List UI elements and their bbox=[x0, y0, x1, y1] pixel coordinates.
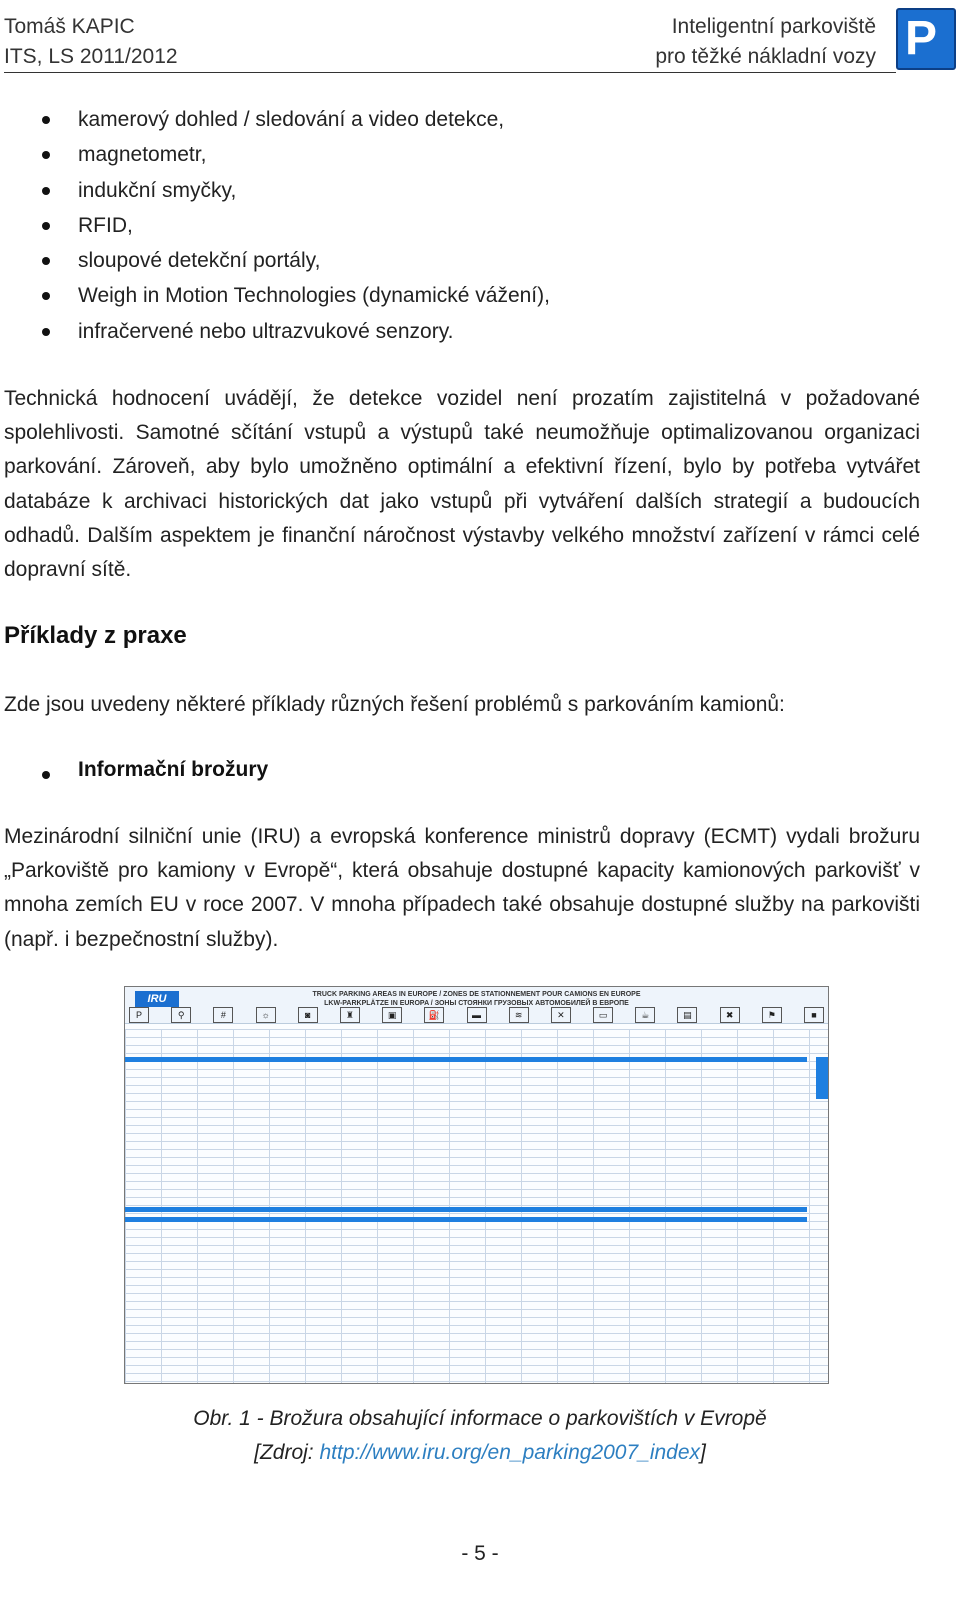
parking-logo-icon bbox=[896, 8, 956, 70]
header-author: Tomáš KAPIC bbox=[4, 15, 135, 38]
brochure-title bbox=[245, 990, 708, 1008]
security-icon: ⚲ bbox=[171, 1007, 191, 1023]
list-item: RFID, bbox=[42, 208, 550, 243]
restaurant-icon: ✕ bbox=[551, 1007, 571, 1023]
header-title-line1: Inteligentní parkoviště bbox=[671, 15, 876, 38]
list-item: infračervené nebo ultrazvukové senzory. bbox=[42, 314, 550, 349]
repair-icon: ✖ bbox=[720, 1007, 740, 1023]
shower-icon: ≋ bbox=[509, 1007, 529, 1023]
source-link[interactable]: http://www.iru.org/en_parking2007_index bbox=[319, 1441, 701, 1464]
paragraph-iru: Mezinárodní silniční unie (IRU) a evropská konference ministrů dopravy (ECMT) vydali brožuru „Parkoviště pro kamiony v Evropě“, která obsahuje dostupné kapacity kamionových parkovišť v mnoha zemích EU v roce 2007. V mnoha případech také obsahuje dostupné služby na parkovišti (např. i bezpečnostní služby). bbox=[4, 825, 920, 951]
parking-icon: P bbox=[129, 1007, 149, 1023]
country-band bbox=[125, 1057, 807, 1062]
bus-icon: ▤ bbox=[677, 1007, 697, 1023]
camera-icon: ◙ bbox=[298, 1007, 318, 1023]
list-item: Weigh in Motion Technologies (dynamické vážení), bbox=[42, 278, 550, 313]
bed-icon: ▭ bbox=[593, 1007, 613, 1023]
detection-methods-list bbox=[42, 102, 550, 349]
light-icon: ☼ bbox=[256, 1007, 276, 1023]
fuel-icon: ⛽ bbox=[424, 1007, 444, 1023]
paragraph-intro: Zde jsou uvedeny některé příklady různých řešení problémů s parkováním kamionů: bbox=[4, 693, 785, 716]
brochure-bullet: Informační brožury bbox=[42, 758, 268, 782]
header-left bbox=[4, 12, 178, 72]
guard-icon: ♜ bbox=[340, 1007, 360, 1023]
page-number: - 5 - bbox=[461, 1542, 499, 1565]
header-divider bbox=[4, 72, 896, 73]
caption-line: Obr. 1 - Brožura obsahující informace o parkovištích v Evropě bbox=[193, 1407, 767, 1430]
header-title-line2: pro těžké nákladní vozy bbox=[655, 45, 876, 68]
list-item: indukční smyčky, bbox=[42, 173, 550, 208]
lorry-icon: ■ bbox=[804, 1007, 824, 1023]
side-tab bbox=[816, 1057, 828, 1099]
video-icon: ▣ bbox=[382, 1007, 402, 1023]
iru-logo: IRU bbox=[135, 991, 179, 1007]
source-prefix: [Zdroj: bbox=[254, 1441, 320, 1464]
brochure-image bbox=[124, 986, 829, 1384]
flag-icon: ⚑ bbox=[762, 1007, 782, 1023]
cafe-icon: ☕ bbox=[635, 1007, 655, 1023]
list-item: kamerový dohled / sledování a video detekce, bbox=[42, 102, 550, 137]
country-band bbox=[125, 1217, 807, 1222]
brochure-title-line2: LKW-PARKPLÄTZE IN EUROPA / ЗОНЫ СТОЯНКИ ГРУЗОВЫХ АВТОМОБИЛЕЙ В ЕВРОПЕ bbox=[324, 1000, 629, 1007]
section-heading: Příklady z praxe bbox=[4, 622, 187, 649]
source-suffix: ] bbox=[700, 1441, 706, 1464]
caption-source bbox=[0, 1436, 960, 1470]
logo-letter: P bbox=[905, 12, 938, 65]
header-course: ITS, LS 2011/2012 bbox=[4, 45, 178, 68]
truck-icon: ▬ bbox=[467, 1007, 487, 1023]
list-item: sloupové detekční portály, bbox=[42, 243, 550, 278]
paragraph-evaluation: Technická hodnocení uvádějí, že detekce vozidel není prozatím zajistitelná v požadované spolehlivosti. Samotné sčítání vstupů a výstupů také neumožňuje optimalizovanou organizaci parkování. Zároveň, aby bylo umožněno optimální a efektivní řízení, bylo by potřeba vytvářet databáze k archivaci historických dat jako vstupů při vytváření dalších strategií a budoucích odhadů. Dalším aspektem je finanční náročnost výstavby velkého množství zařízení v rámci celé dopravní sítě. bbox=[4, 387, 920, 582]
list-item: magnetometr, bbox=[42, 137, 550, 172]
brochure-title-line1: TRUCK PARKING AREAS IN EUROPE / ZONES DE STATIONNEMENT POUR CAMIONS EN EUROPE bbox=[312, 991, 641, 998]
header-right bbox=[655, 12, 876, 72]
service-icons-row bbox=[129, 1007, 824, 1027]
brochure-table-grid bbox=[125, 1029, 828, 1383]
page-header bbox=[4, 8, 956, 74]
figure-caption bbox=[0, 1402, 960, 1470]
fence-icon: # bbox=[213, 1007, 233, 1023]
country-band bbox=[125, 1207, 807, 1212]
